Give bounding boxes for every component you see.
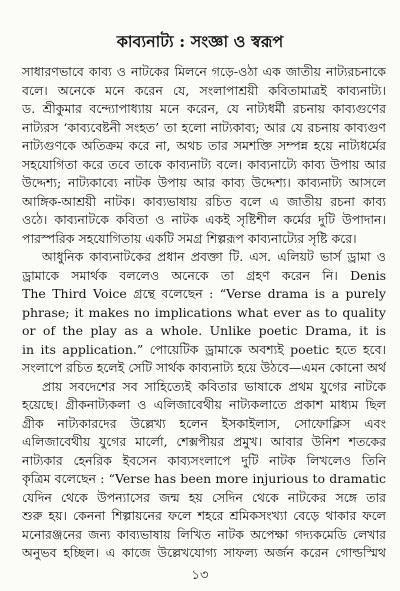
page-title: কাব্যনাট্য : সংজ্ঞা ও স্বরূপ — [116, 32, 284, 51]
text-line: সংলাপে রচিত হলেই সেটি সার্থক কাব্যনাট্য হয়ে উঠবে—এমন কোনো অর্থ — [22, 360, 386, 375]
page-number: ১৩ — [191, 568, 209, 583]
text-line: প্রায় সবদেশের সব সাহিত্যেই কবিতার ভাষাকে প্রথম যুগের নাটকে — [42, 378, 386, 394]
text-line: পারস্পরিক সহযোগিতায় একটি সমগ্র শিল্পরূপ কাব্যনাট্যের সৃষ্টি করে। — [22, 230, 357, 246]
text-line: ওঠে। কাব্যনাটকে কবিতা ও নাটক একই সৃষ্টিশীল কর্মের দুটি উপাদান। — [22, 212, 386, 227]
text-line: নাট্যগুণকে অতিক্রম করে না, অথচ তার সমশক্তি সম্পন্ন হয়ে নাট্যধর্মের — [22, 138, 386, 153]
text-line: শুরু হয়। কেননা শিল্পায়নের ফলে শহরে শ্রমিকসংখ্যা বেড়ে থাকার ফলে — [22, 508, 386, 523]
text-line: phrase; it makes no implications what ever as to quality — [22, 304, 386, 320]
text-line: এলিজাবেথীয় যুগের মার্লো, শেক্সপীয়র প্রমুখ। আবার উনিশ শতকের — [22, 434, 386, 449]
page-body — [22, 63, 386, 563]
text-line: অনুভব হচ্ছিল। এ কাজে উল্লেখযোগ্য সাফল্য অর্জন করেন গোল্ডস্মিথ — [22, 545, 386, 560]
text-line: in its application.” পোয়েটিক ড্রামাকে অবশ্যই poetic হতে হবে। — [22, 341, 386, 357]
text-line: The Third Voice গ্রন্থে বলেছেন : “Verse drama is a purely — [22, 286, 386, 301]
paragraph — [22, 378, 386, 563]
text-line: নাট্যরস ‘কাব্যবেষ্টনী সংহত’ তা হলো নাট্যকাব্য; আর যে রচনায় কাব্যগুণ — [22, 119, 386, 135]
text-line: যেদিন থেকে উপন্যাসের জন্ম হয় সেদিন থেকে নাটকের সঙ্গে তার — [22, 489, 386, 505]
text-line: ড. শ্রীকুমার বন্দ্যোপাধ্যায় মনে করেন, যে নাট্যধর্মী রচনায় কাব্যগুণের — [22, 101, 386, 116]
text-line: সহযোগিতা করে তবে তাকে কাব্যনাট্য বলে। কাব্যনাট্যে কাব্য উপায় আর — [22, 156, 386, 172]
text-line: সাধারণভাবে কাব্য ও নাটকের মিলনে গড়ে-ওঠা এক জাতীয় নাট্যরচনাকে — [22, 64, 386, 79]
text-line: কৃত্রিম বলেছেন : “Verse has been more injurious to dramatic — [22, 471, 386, 486]
text-line: হয়েছে। গ্রীকনাট্যকলা ও এলিজাবেথীয় নাট্যকলাতে প্রকাশ মাধ্যম ছিল — [22, 397, 386, 412]
text-line: মনোরঞ্জনের জন্য কাব্যভাষায় লিখিত নাটক অপেক্ষা গদ্যকমেডি লেখার — [22, 526, 386, 542]
text-line: or of the play as a whole. Unlike poetic Drama, it is — [22, 323, 386, 338]
text-line: নাট্যকার হেনরিক ইবসেন কাব্যসংলাপে দুটি নাটক লিখলেও তিনি — [22, 452, 386, 468]
text-line: উদ্দেশ্য; নাট্যকাব্যে নাটক উপায় আর কাব্য উদ্দেশ্য। কাব্যনাট্য আসলে — [22, 175, 386, 190]
text-line: গ্রীক নাট্যকারদের উল্লেখ্য হলেন ইসকাইলাস, সোফোক্লিস এবং — [22, 415, 386, 431]
text-line: আধুনিক কাব্যনাটকের প্রধান প্রবক্তা টি. এস. এলিয়ট ভার্স ড্রামা ও — [42, 249, 386, 264]
text-line: ড্রামাকে সমার্থক বললেও অনেকে তা গ্রহণ করেন নি। Denis — [22, 267, 386, 283]
paragraph — [22, 248, 386, 378]
text-line: আঙ্গিক-আশ্রয়ী নাটক। কাব্যভাষায় রচিত বলে এ জাতীয় রচনা কাব্য — [22, 193, 386, 209]
text-line: বলে। অনেকে মনে করেন যে, সংলাপাশ্রয়ী কবিতামাত্রই কাব্যনাট্য। — [22, 82, 386, 98]
paragraph — [22, 63, 386, 248]
